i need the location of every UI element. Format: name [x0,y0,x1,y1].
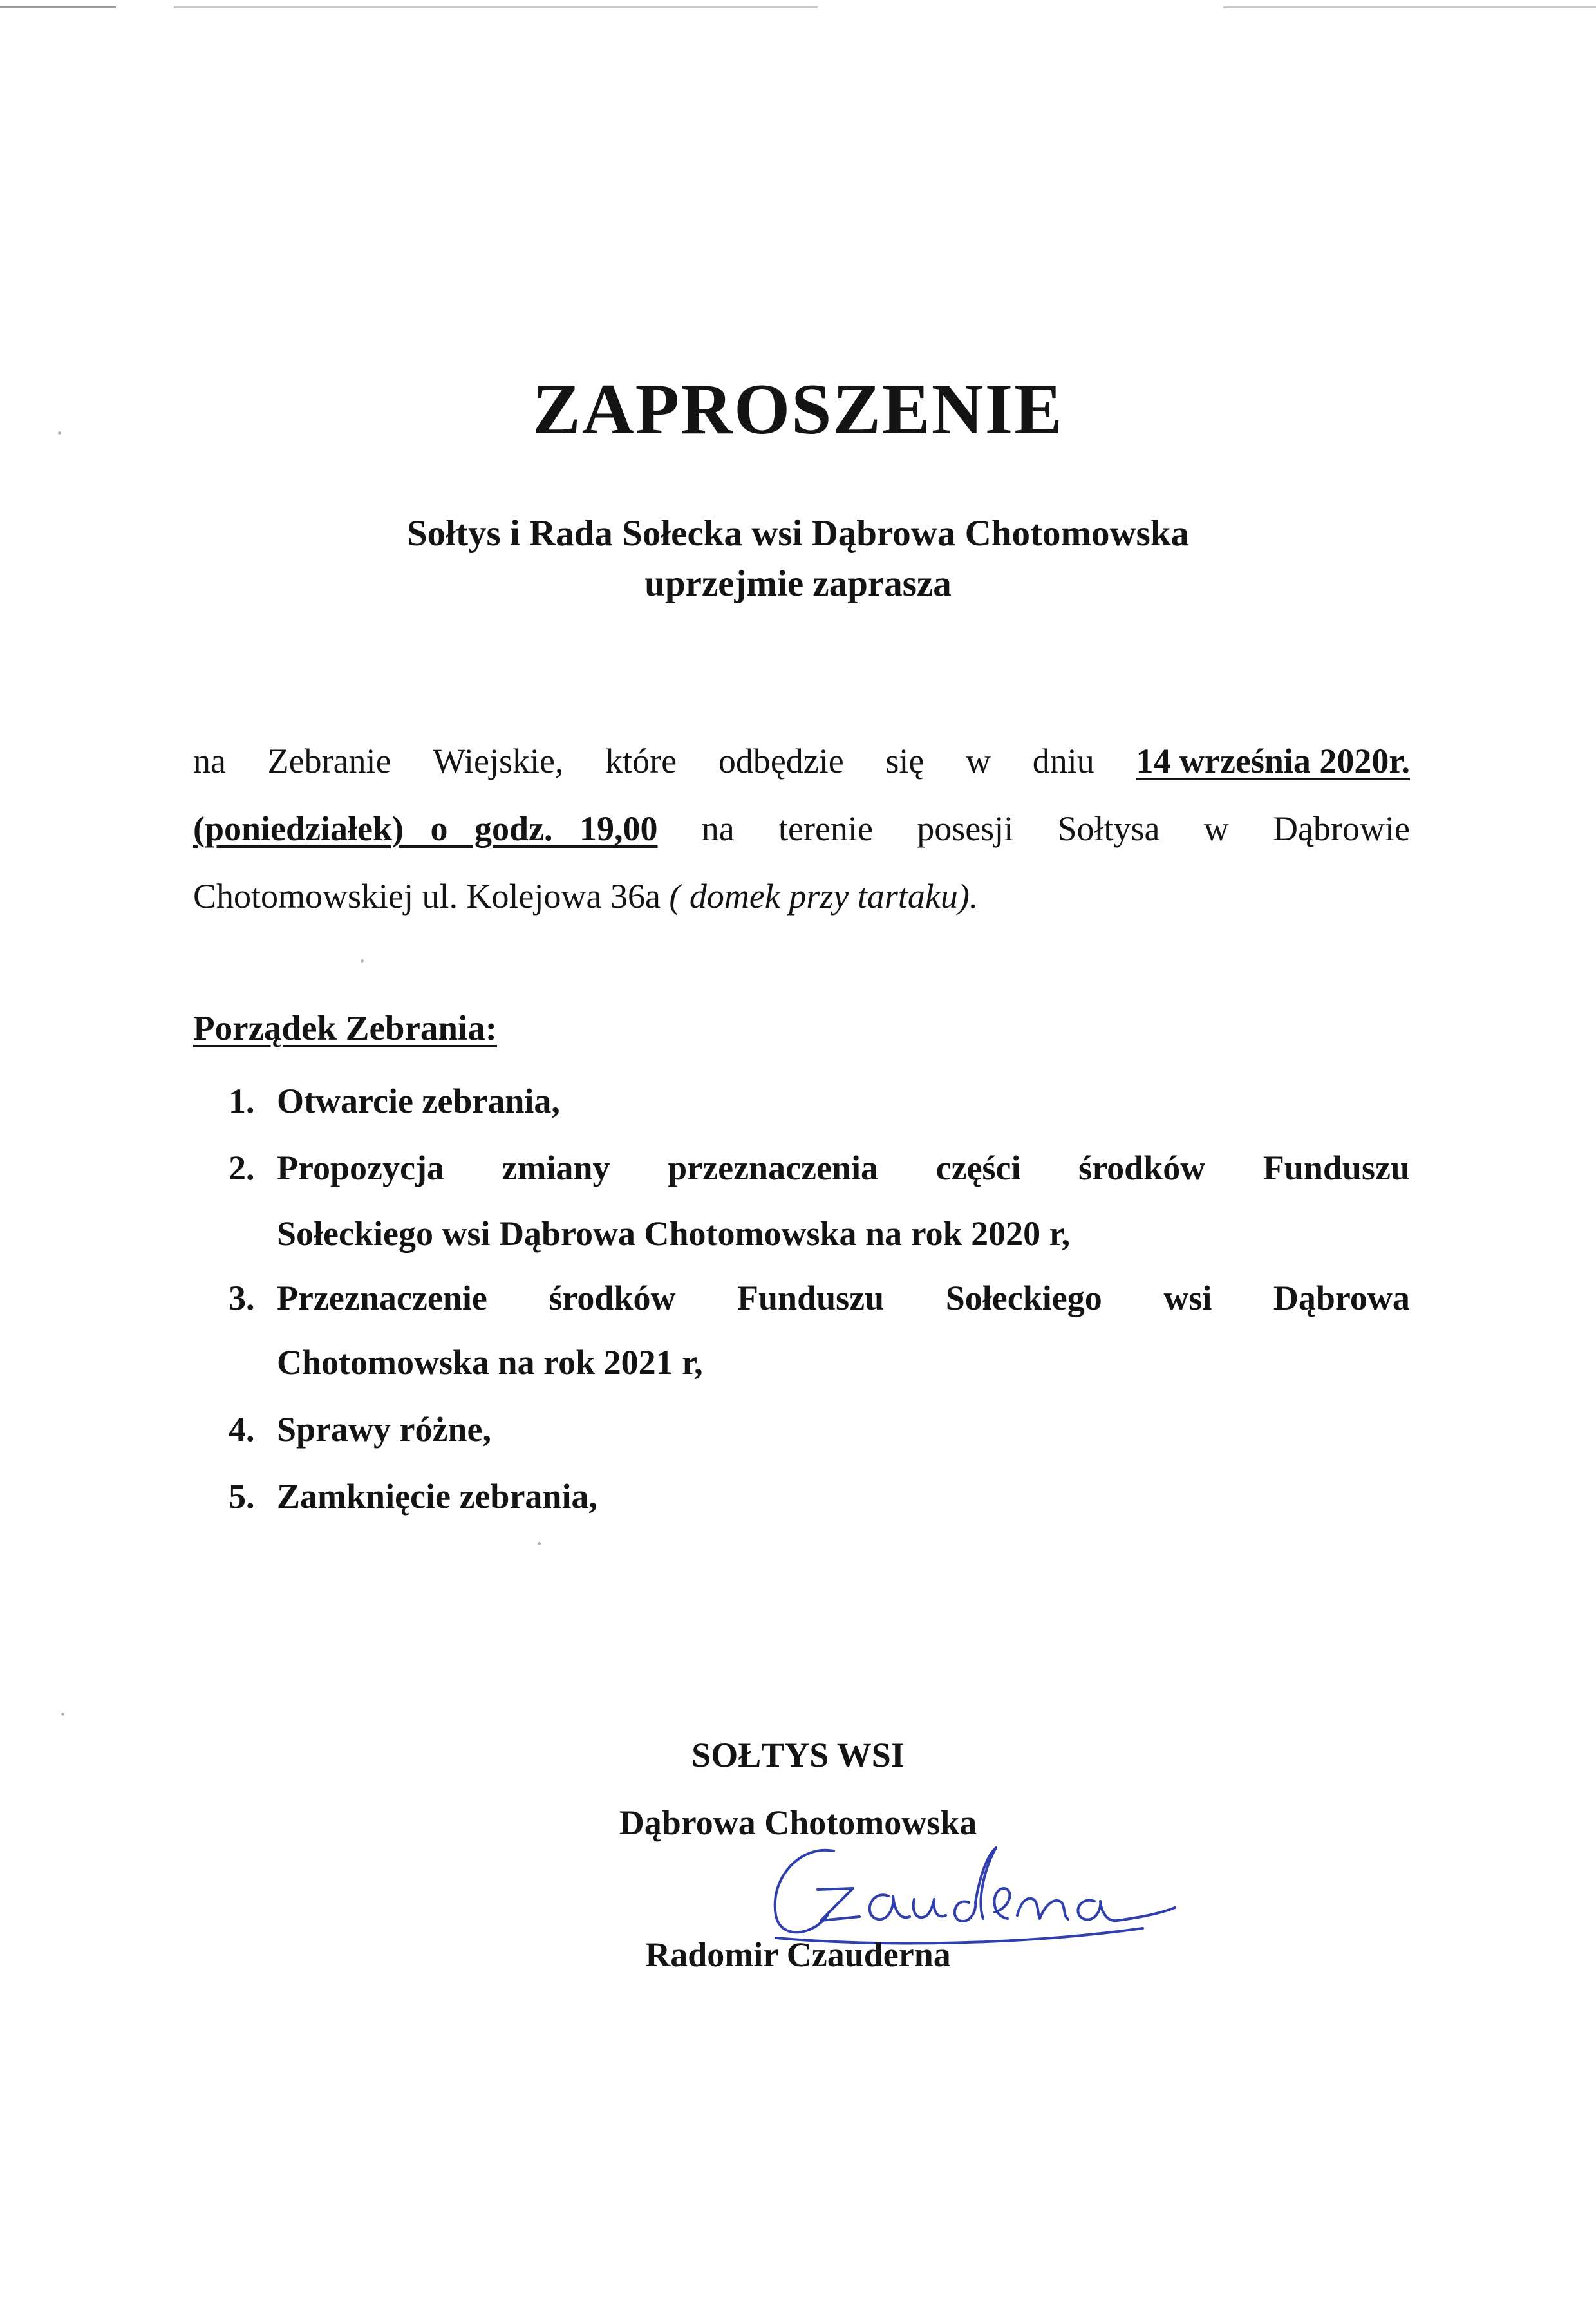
agenda-word: części [935,1149,1021,1187]
signatory-name: Radomir Czauderna [645,1935,951,1974]
body-word: na [193,742,226,780]
meeting-date: 14 września 2020r. [1136,742,1410,780]
meeting-address: Chotomowskiej ul. Kolejowa 36a [193,877,661,916]
scan-speck [361,959,364,963]
subtitle-organizer: Sołtys i Rada Sołecka wsi Dąbrowa Chotomowska [406,513,1190,554]
agenda-word: przeznaczenia [668,1149,879,1187]
agenda-word: Funduszu [737,1279,885,1317]
agenda-item-5 [229,1476,1410,1517]
agenda-word: środków [1078,1149,1206,1187]
agenda-number: 3. [229,1279,255,1317]
body-word: Dąbrowie [1273,809,1410,848]
body-word: które [605,742,677,780]
agenda-item-4 [229,1409,1410,1451]
scan-edge-line [174,6,818,8]
document-title: ZAPROSZENIE [532,370,1064,449]
scan-edge-line [0,6,116,8]
body-word: w [966,742,991,780]
agenda-word: Przeznaczenie [277,1279,487,1317]
body-word: Zebranie [267,742,391,780]
signature-role: SOŁTYS WSI [691,1736,905,1774]
agenda-heading: Porządek Zebrania: [193,1008,498,1047]
body-word: terenie [778,809,873,848]
agenda-item-2-line-1 [277,1147,1410,1189]
subtitle-invites: uprzejmie zaprasza [644,563,952,604]
agenda-word: Propozycja [277,1149,444,1187]
agenda-text: Zamknięcie zebrania, [277,1477,597,1516]
body-word: dniu [1032,742,1094,780]
agenda-word: Sołeckiego [945,1279,1102,1317]
agenda-item-3-line-2: Chotomowska na rok 2021 r, [277,1343,703,1382]
agenda-word: wsi [1163,1279,1212,1317]
body-word: Sołtysa [1057,809,1160,848]
body-word: na [701,809,735,848]
agenda-number: 5. [229,1477,255,1516]
signature-village: Dąbrowa Chotomowska [619,1803,977,1842]
agenda-text: Otwarcie zebrania, [277,1082,560,1120]
scan-speck [538,1542,541,1545]
body-line-3 [193,876,1410,917]
body-word: się [885,742,925,780]
agenda-word: Funduszu [1263,1149,1410,1187]
agenda-number: 1. [229,1082,255,1120]
body-word: odbędzie [718,742,844,780]
meeting-day-time: (poniedziałek) o godz. 19,00 [193,809,658,848]
scan-speck [61,1713,64,1716]
agenda-item-3-line-1 [277,1277,1410,1319]
agenda-number: 2. [229,1149,255,1187]
meeting-location-note: ( domek przy tartaku). [669,877,979,916]
scan-edge-line [1223,6,1596,8]
agenda-word: środków [549,1279,676,1317]
body-word: posesji [917,809,1014,848]
body-line-2 [193,808,1410,850]
agenda-number: 4. [229,1410,255,1449]
body-line-1 [193,740,1410,782]
agenda-text: Sprawy różne, [277,1410,491,1449]
body-word: Wiejskie, [433,742,564,780]
agenda-word: Dąbrowa [1273,1279,1410,1317]
agenda-word: zmiany [502,1149,610,1187]
agenda-item-1 [229,1080,1410,1122]
body-word: w [1203,809,1229,848]
agenda-item-2-line-2: Sołeckiego wsi Dąbrowa Chotomowska na rok 2020 r, [277,1214,1071,1253]
